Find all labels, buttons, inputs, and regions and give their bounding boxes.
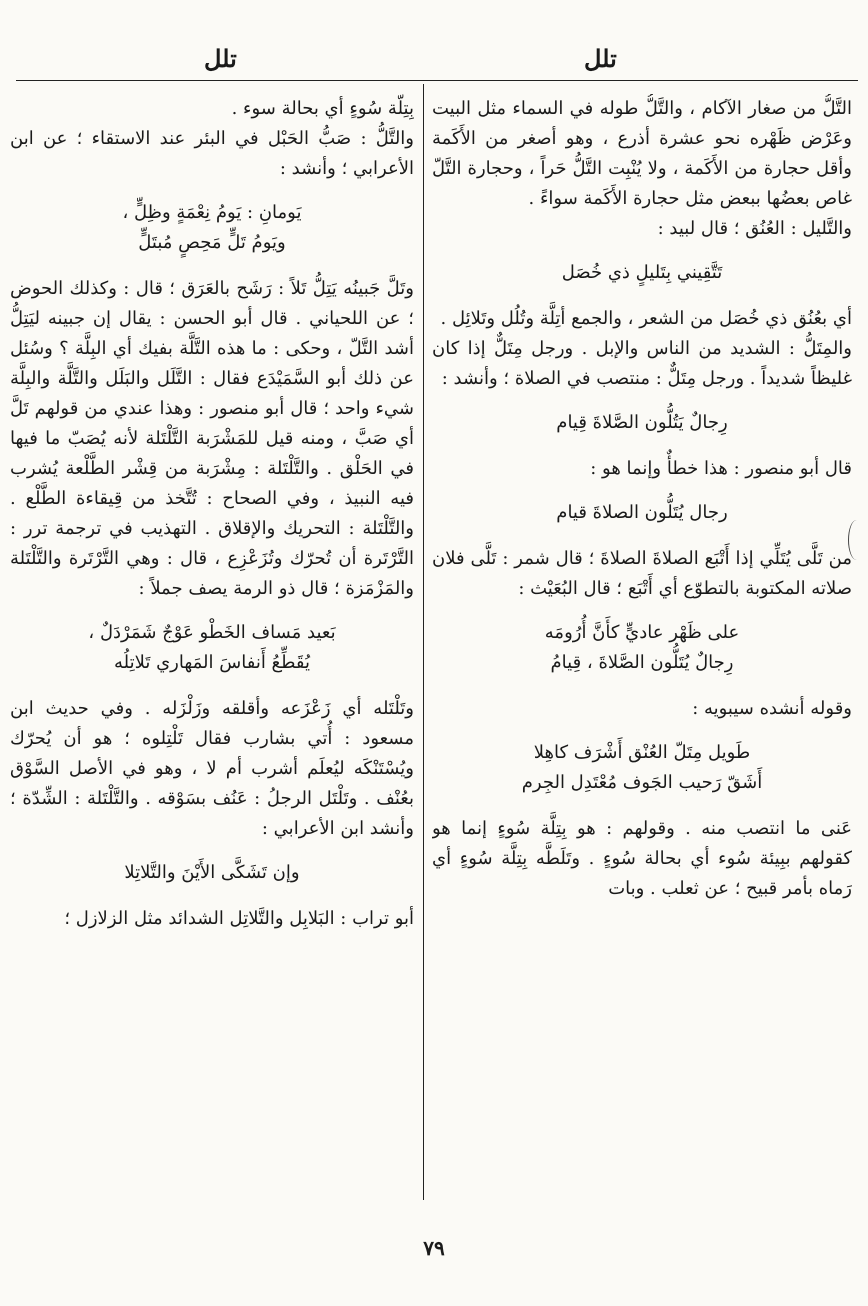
verse-line: يُقَطِّعُ أَنفاسَ المَهاري تَلاتِلُه: [113, 652, 311, 673]
verse-line: يَومانِ : يَومُ نِعْمَةٍ وظِلٍّ ،: [122, 202, 302, 223]
verse-line: وإن تَشَكَّى الأَيْنَ والتَّلاتِلا: [124, 862, 300, 883]
column-divider: [423, 84, 424, 1200]
verse-line: رِجالٌ يَتُلُّون الصَّلاةَ قِيام: [556, 412, 728, 433]
header-rule: [16, 80, 858, 81]
paragraph: وتَلْتَله أي زَعْزَعه وأقلقه وزَلْزَله . وفي حديث ابن مسعود : أُتي بشارب فقال تَلْتِلوه ؛ هو أن يُحرّك ويُسْتَنْكَه ليُعلَم أشرب أم لا ، وهو في الأصل السَّوْق بعُنْف . وتَلْتَل الرجلُ : عَنُف بسَوْقه . والتَّلْتَلة : الشِّدّة ؛ وأنشد ابن الأعرابي :: [10, 698, 414, 839]
right-column: [432, 94, 852, 1204]
margin-mark: [848, 520, 865, 560]
verse-line: بَعيد مَساف الخَطْو عَوْجٌ شَمَرْدَلٌ ،: [88, 622, 336, 643]
paragraph: أبو تراب : البَلابِل والتَّلاتِل الشدائد مثل الزلازل ؛: [64, 908, 414, 929]
paragraph: قال أبو منصور : هذا خطأٌ وإنما هو :: [590, 458, 852, 479]
paragraph: والمِتَلُّ : الشديد من الناس والإبل . ورجل مِتَلٌّ إذا كان غليظاً شديداً . ورجل مِتَلٌّ : منتصب في الصلاة ؛ وأنشد :: [432, 338, 852, 389]
page-header: [0, 44, 868, 84]
verse-line: على ظَهْر عاديٍّ كأَنَّ أُرُومَه: [544, 622, 740, 643]
paragraph: وتَلَّ جَبينُه يَتِلُّ تَلاً : رَشَح بالعَرَق ؛ قال : وكذلك الحوض ؛ عن اللحياني . قال أبو الحسن : يقال إن جبينه ليَتِلُّ أشد التَّلّ ، وحكى : ما هذه التَّلَّة بفيك أي البِلَّة ؟ وسُئل عن ذلك أبو السَّمَيْدَع فقال : التَّلَل والبَلَل والتَّلَّة والبِلَّة شيء واحد ؛ قال أبو منصور : وهذا عندي من قولهم تَلَّ أي صَبَّ ، ومنه قيل للمَشْرَبة التَّلْتَلة لأنه يُصَبّ ما فيها في الحَلْق . والتَّلْتَلة : مِشْرَبة من قِشْر الطَّلْعة يُشرب فيه النبيذ ، وفي الصحاح : تُتَّخذ من قِيقاءة الطَّلْع . والتَّلْتَلة : التحريك والإقلاق . التهذيب في ترجمة ترر : التَّرْتَرة أن تُحرّك وتُزَعْزِع ، قال : وهي التَّرْتَرة والتَّلْتَلة والمَزْمَزة ؛ قال ذو الرمة يصف جملاً :: [10, 278, 414, 599]
paragraph: من تَلَّى يُتَلِّي إذا أَتْبَع الصلاةَ الصلاةَ ؛ قال شمر : تَلَّى فلان صلاته المكتوبة بالتطوّع أي أَتْبَع ؛ قال البُعَيْث :: [432, 548, 852, 599]
verse-line: ويَومُ تَلٍّ مَحِصٍ مُبتَلٍّ: [138, 232, 286, 253]
paragraph: أي بعُنُق ذي خُصَل من الشعر ، والجمع أتِلَّة وتُلُل وتَلائِل .: [440, 308, 852, 329]
left-column: [10, 94, 414, 1204]
verse-line: طَويل مِتَلّ العُنْق أَشْرَف كاهِلا: [533, 742, 751, 763]
verse-line: تَتَّقِيني بِتَليلٍ ذي خُصَل: [561, 262, 723, 283]
running-headword-right: تلل: [584, 44, 617, 73]
running-headword-left: تلل: [204, 44, 237, 73]
verse-line: أَشَقّ رَحيب الجَوف مُعْتَدِل الجِرم: [521, 772, 763, 793]
verse-line: رجال يُتَلُّون الصلاةَ قيام: [556, 502, 728, 523]
paragraph: بِتِلَّة سُوءٍ أي بحالة سوء .: [231, 98, 414, 119]
page-number: ٧٩: [423, 1236, 445, 1260]
paragraph: التَّلُّ من صغار الآكام ، والتَّلُّ طوله في السماء مثل البيت وعَرْض ظَهْره نحو عشرة أذرع ، وهو أصغر من الأَكَمة وأقل حجارة من الأَكَمة ، ولا يُنْبِت التَّلُّ حَراً ، وحجارة التَّلّ غاص بعضُها ببعض مثل حجارة الأَكَمة سواءً .: [432, 98, 852, 209]
paragraph: والتَّلُّ : صَبُّ الحَبْل في البئر عند الاستقاء ؛ عن ابن الأعرابي ؛ وأنشد :: [10, 128, 414, 179]
paragraph: وقوله أنشده سيبويه :: [692, 698, 852, 719]
verse-line: رِجالٌ يُتَلُّون الصَّلاةَ ، قِيامُ: [550, 652, 734, 673]
paragraph: عَنى ما انتصب منه . وقولهم : هو بِتِلَّة سُوءٍ إنما هو كقولهم ببِيئة سُوء أي بحالة سُوءٍ . وتَلَطَّه بِتِلَّة سُوءٍ أي رَماه بأمر قبيح ؛ عن ثعلب . وبات: [432, 818, 852, 899]
paragraph: والتَّليل : العُنُق ؛ قال لبيد :: [657, 218, 852, 239]
